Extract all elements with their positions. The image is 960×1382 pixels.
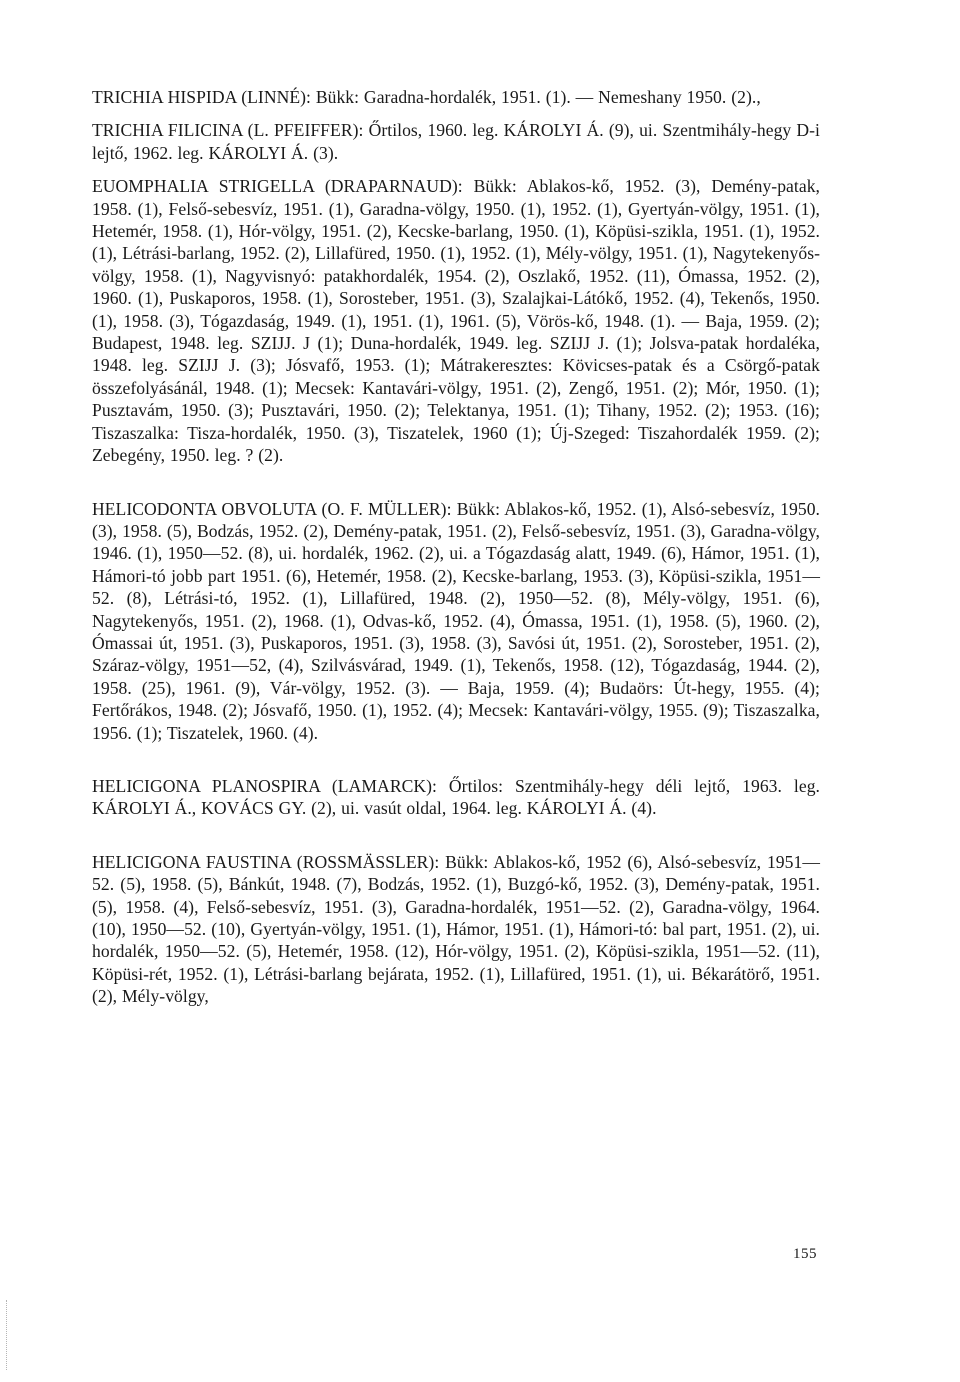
- paragraph-helicigona-planospira: HELICIGONA PLANOSPIRA (LAMARCK): Őrtilos: Szentmihály-hegy déli lejtő, 1963. leg. KÁROLYI Á., KOVÁCS GY. (2), ui. vasút oldal, 1964. leg. KÁROLYI Á. (4).: [92, 775, 820, 819]
- margin-mark: [6, 1300, 13, 1370]
- paragraph-trichia-filicina: TRICHIA FILICINA (L. PFEIFFER): Őrtilos, 1960. leg. KÁROLYI Á. (9), ui. Szentmihály-hegy D-i lejtő, 1962. leg. KÁROLYI Á. (3).: [92, 120, 820, 163]
- document-page: [92, 86, 820, 1008]
- paragraph-trichia-hispida: TRICHIA HISPIDA (LINNÉ): Bükk: Garadna-hordalék, 1951. (1). — Nemeshany 1950. (2).,: [92, 87, 761, 107]
- paragraph-euomphalia-strigella: EUOMPHALIA STRIGELLA (DRAPARNAUD): Bükk: Ablakos-kő, 1952. (3), Demény-patak, 1958. (1), Felső-sebesvíz, 1951. (1), Garadna-völgy, 1950. (1), 1952. (1), Gyertyán-völgy, 1951. (1), Hetemér, 1958. (1), Hór-völgy, 1951. (2), Kecske-barlang, 1950. (1), Köpüsi-szikla, 1951. (1), 1952. (1), Létrási-barlang, 1952. (2), Lillafüred, 1950. (1), 1952. (1), Mély-völgy, 1951. (1), Nagytekenyős-völgy, 1958. (1), Nagyvisnyó: patakhordalék, 1954. (2), Oszlakő, 1952. (11), Ómassa, 1952. (2), 1960. (1), Puskaporos, 1958. (1), Sorosteber, 1951. (3), Szalajkai-Látókő, 1952. (4), Tekenős, 1950. (1), 1958. (3), Tógazdaság, 1949. (1), 1951. (1), 1961. (5), Vörös-kő, 1948. (1). — Baja, 1959. (2); Budapest, 1948. leg. SZIJJ. J (1); Duna-hordalék, 1949. leg. SZIJJ J. (1); Jolsva-patak hordaléka, 1948. leg. SZIJJ J. (3); Jósvafő, 1953. (1); Mátrakeresztes: Kövicses-patak és a Csörgő-patak összefolyásánál, 1948. (1); Mecsek: Kantavári-völgy, 1951. (2), Zengő, 1951. (2); Mór, 1950. (1); Pusztavám, 1950. (3); Pusztavári, 1950. (2); Telektanya, 1951. (1); Tihany, 1952. (2); 1953. (16); Tiszaszalka: Tisza-hordalék, 1950. (3), Tiszatelek, 1960 (1); Új-Szeged: Tiszahordalék 1959. (2); Zebegény, 1950. leg. ? (2).: [92, 176, 820, 466]
- page-number: 155: [793, 1246, 817, 1262]
- paragraph-helicigona-faustina: HELICIGONA FAUSTINA (ROSSMÄSSLER): Bükk: Ablakos-kő, 1952 (6), Alsó-sebesvíz, 1951—52. (5), 1958. (5), Bánkút, 1948. (7), Bodzás, 1952. (1), Buzgó-kő, 1952. (3), Demény-patak, 1951. (5), 1958. (4), Felső-sebesvíz, 1951. (3), Garadna-hordalék, 1951—52. (2), Garadna-völgy, 1964. (10), 1950—52. (10), Gyertyán-völgy, 1951. (1), Hámor, 1951. (1), Hámori-tó: bal part, 1951. (2), ui. hordalék, 1950—52. (5), Hetemér, 1958. (12), Hór-völgy, 1951. (2), Köpüsi-szikla, 1951—52. (11), Köpüsi-rét, 1952. (1), Létrási-barlang bejárata, 1952. (1), Lillafüred, 1951. (1), ui. Békarátörő, 1951. (2), Mély-völgy,: [92, 851, 820, 1007]
- paragraph-helicodonta-obvoluta: HELICODONTA OBVOLUTA (O. F. MÜLLER): Bükk: Ablakos-kő, 1952. (1), Alsó-sebesvíz, 1950. (3), 1958. (5), Bodzás, 1952. (2), Demény-patak, 1951. (2), Felső-sebesvíz, 1951. (3), Garadna-völgy, 1946. (1), 1950—52. (8), ui. hordalék, 1962. (2), ui. a Tógazdaság alatt, 1949. (6), Hámor, 1951. (1), Hámori-tó jobb part 1951. (6), Hetemér, 1958. (2), Kecske-barlang, 1953. (3), Köpüsi-szikla, 1951—52. (8), Létrási-tó, 1952. (1), Lillafüred, 1948. (2), 1950—52. (8), Mély-völgy, 1951. (6), Nagytekenyős, 1951. (2), 1968. (1), Odvas-kő, 1952. (4), Ómassa, 1951. (1), 1958. (5), 1960. (2), Ómassai út, 1951. (3), Puskaporos, 1951. (3), 1958. (3), Savósi út, 1951. (2), Sorosteber, 1951. (2), Száraz-völgy, 1951—52, (4), Szilvásvárad, 1949. (1), Tekenős, 1958. (12), Tógazdaság, 1944. (2), 1958. (25), 1961. (9), Vár-völgy, 1952. (3). — Baja, 1959. (4); Budaörs: Út-hegy, 1955. (4); Fertőrákos, 1948. (2); Jósvafő, 1950. (1), 1952. (4); Mecsek: Kantavári-völgy, 1955. (9); Tiszaszalka, 1956. (1); Tiszatelek, 1960. (4).: [92, 498, 820, 743]
